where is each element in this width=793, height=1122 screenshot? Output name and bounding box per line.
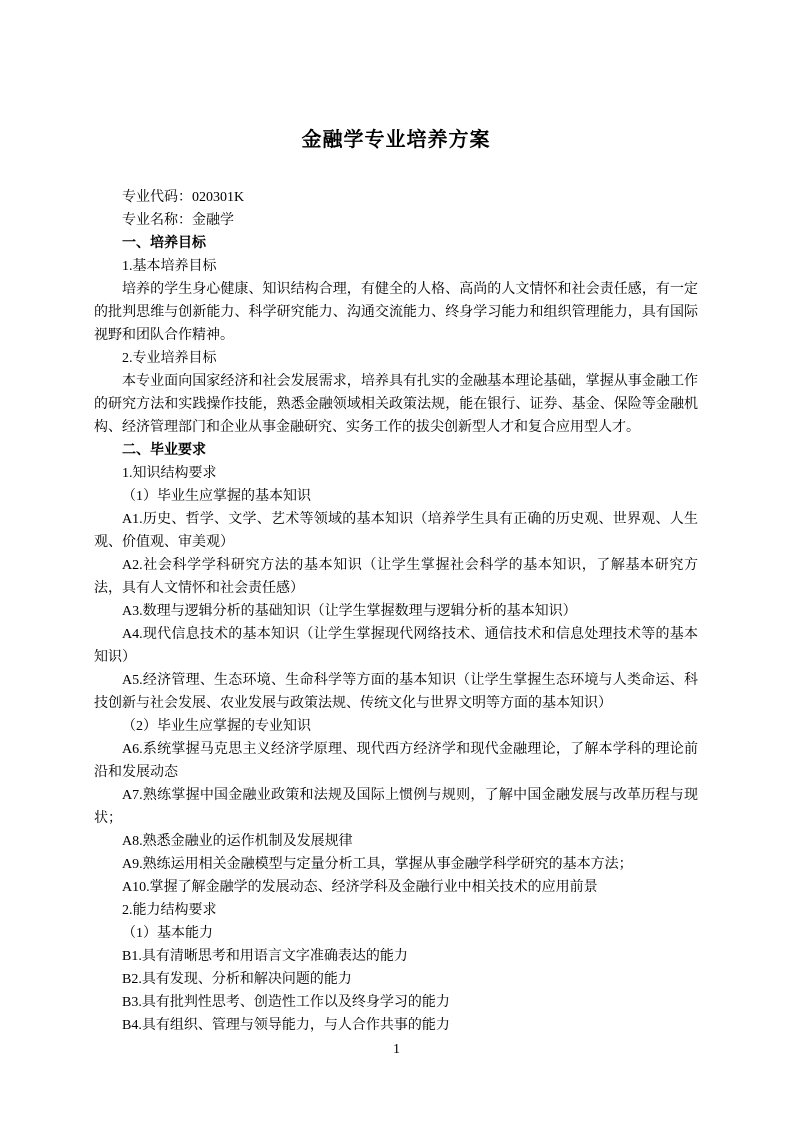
paragraph: （1）基本能力	[122, 926, 213, 941]
paragraph: A6.系统掌握马克思主义经济学原理、现代西方经济学和现代金融理论，了解本学科的理论前沿和发展动态	[94, 742, 698, 780]
paragraph: （1）毕业生应掌握的基本知识	[122, 489, 311, 504]
document-body	[94, 186, 698, 1037]
paragraph: A10.掌握了解金融学的发展动态、经济学科及金融行业中相关技术的应用前景	[122, 880, 598, 895]
paragraph: （2）毕业生应掌握的专业知识	[122, 719, 311, 734]
paragraph: 本专业面向国家经济和社会发展需求，培养具有扎实的金融基本理论基础，掌握从事金融工作的研究方法和实践操作技能，熟悉金融领域相关政策法规，能在银行、证券、基金、保险等金融机构、经济管理部门和企业从事金融研究、实务工作的拔尖创新型人才和复合应用型人才。	[94, 374, 698, 435]
document-title: 金融学专业培养方案	[301, 129, 491, 151]
paragraph: A7.熟练掌握中国金融业政策和法规及国际上惯例与规则，了解中国金融发展与改革历程与现状；	[94, 788, 698, 826]
section-heading: 二、毕业要求	[122, 443, 206, 458]
paragraph: 专业名称：金融学	[122, 213, 234, 228]
section-heading: 一、培养目标	[122, 236, 206, 251]
paragraph: 1.知识结构要求	[122, 466, 217, 481]
paragraph: A2.社会科学学科研究方法的基本知识（让学生掌握社会科学的基本知识，了解基本研究方法，具有人文情怀和社会责任感）	[94, 558, 698, 596]
paragraph: A5.经济管理、生态环境、生命科学等方面的基本知识（让学生掌握生态环境与人类命运、科技创新与社会发展、农业发展与政策法规、传统文化与世界文明等方面的基本知识）	[94, 673, 698, 711]
paragraph: B3.具有批判性思考、创造性工作以及终身学习的能力	[122, 995, 450, 1010]
paragraph: A9.熟练运用相关金融模型与定量分析工具，掌握从事金融学科学研究的基本方法；	[122, 857, 633, 872]
paragraph: A8.熟悉金融业的运作机制及发展规律	[122, 834, 353, 849]
paragraph: A1.历史、哲学、文学、艺术等领域的基本知识（培养学生具有正确的历史观、世界观、人生观、价值观、审美观）	[94, 512, 698, 550]
paragraph: 2.能力结构要求	[122, 903, 217, 918]
paragraph: 培养的学生身心健康、知识结构合理，有健全的人格、高尚的人文情怀和社会责任感，有一定的批判思维与创新能力、科学研究能力、沟通交流能力、终身学习能力和组织管理能力，具有国际视野和团队合作精神。	[94, 282, 698, 343]
paragraph: B2.具有发现、分析和解决问题的能力	[122, 972, 352, 987]
paragraph: 2.专业培养目标	[122, 351, 217, 366]
paragraph: B4.具有组织、管理与领导能力，与人合作共事的能力	[122, 1018, 450, 1033]
page-number: 1	[393, 1042, 400, 1057]
paragraph: A4.现代信息技术的基本知识（让学生掌握现代网络技术、通信技术和信息处理技术等的基本知识）	[94, 627, 698, 665]
paragraph: 1.基本培养目标	[122, 259, 217, 274]
paragraph: B1.具有清晰思考和用语言文字准确表达的能力	[122, 949, 408, 964]
paragraph: A3.数理与逻辑分析的基础知识（让学生掌握数理与逻辑分析的基本知识）	[122, 604, 577, 619]
paragraph: 专业代码：020301K	[122, 190, 245, 205]
